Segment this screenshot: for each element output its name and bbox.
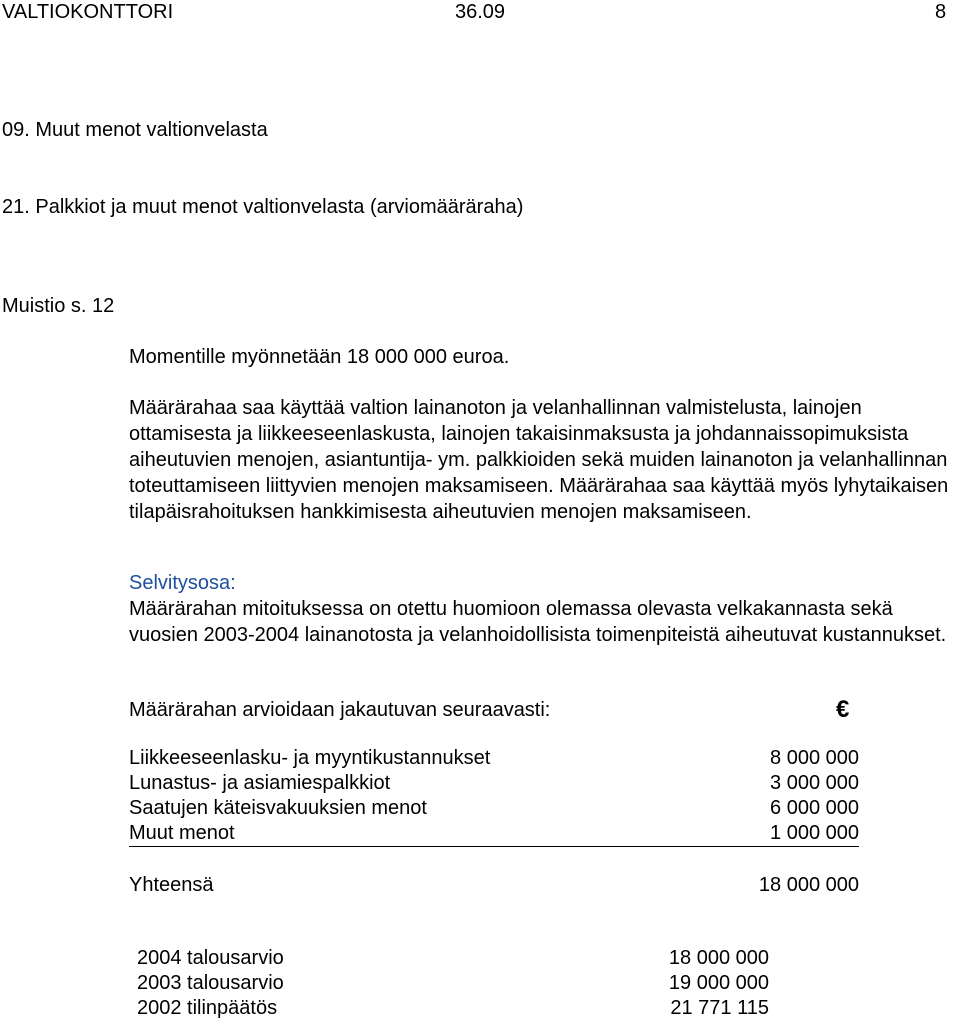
allocation-value: 6 000 000 xyxy=(770,797,859,819)
page-number: 8 xyxy=(935,1,947,23)
allocation-row xyxy=(129,796,859,821)
budget-label: 2004 talousarvio xyxy=(137,947,284,969)
budget-row xyxy=(137,946,769,971)
appropriation-sentence: Momentille myönnetään 18 000 000 euroa. xyxy=(129,346,510,368)
budget-value: 19 000 000 xyxy=(668,972,769,994)
budget-value: 18 000 000 xyxy=(668,947,769,969)
budget-row xyxy=(137,971,769,996)
allocation-row xyxy=(129,821,859,847)
allocation-value: 1 000 000 xyxy=(770,822,859,844)
allocation-intro: Määrärahan arvioidaan jakautuvan seuraavasti: xyxy=(129,699,551,721)
budget-row xyxy=(137,996,769,1021)
allocation-total-row xyxy=(129,873,859,898)
allocation-value: 8 000 000 xyxy=(770,747,859,769)
allocation-label: Muut menot xyxy=(129,822,235,844)
memo-reference: Muistio s. 12 xyxy=(2,295,115,317)
section-heading-09: 09. Muut menot valtionvelasta xyxy=(2,119,268,141)
allocation-table xyxy=(129,746,859,847)
usage-paragraph: Määrärahaa saa käyttää valtion lainanoton ja velanhallinnan valmistelusta, lainojen ottamisesta ja liikkeeseenlaskusta, lainojen takaisinmaksusta ja johdannaissopimuksista aiheutuvien menojen, asiantuntija- ym. palkkioiden sekä muiden lainanoton ja velanhallinnan toteuttamiseen liittyvien menojen maksamiseen. Määrärahaa saa käyttää myös lyhytaikaisen tilapäisrahoituksen hankkimisesta aiheutuvien menojen maksamiseen. xyxy=(129,397,949,523)
allocation-label: Lunastus- ja asiamiespalkkiot xyxy=(129,772,391,794)
budget-label: 2003 talousarvio xyxy=(137,972,284,994)
total-value: 18 000 000 xyxy=(758,874,859,896)
total-label: Yhteensä xyxy=(129,874,214,896)
budget-value: 21 771 115 xyxy=(670,997,769,1019)
header-org: VALTIOKONTTORI xyxy=(2,1,174,23)
budget-history-table xyxy=(137,946,769,1021)
section-heading-21: 21. Palkkiot ja muut menot valtionvelasta (arviomääräraha) xyxy=(2,196,524,218)
budget-label: 2002 tilinpäätös xyxy=(137,997,278,1019)
allocation-row xyxy=(129,771,859,796)
allocation-label: Liikkeeseenlasku- ja myyntikustannukset xyxy=(129,747,491,769)
header-code: 36.09 xyxy=(455,1,506,23)
allocation-value: 3 000 000 xyxy=(770,772,859,794)
allocation-row xyxy=(129,746,859,771)
explanation-heading: Selvitysosa: xyxy=(129,572,236,594)
allocation-label: Saatujen käteisvakuuksien menot xyxy=(129,797,427,819)
euro-symbol: € xyxy=(836,696,850,723)
explanation-paragraph: Määrärahan mitoituksessa on otettu huomioon olemassa olevasta velkakannasta sekä vuosien 2003-2004 lainanotosta ja velanhoidollisista toimenpiteistä aiheutuvat kustannukset. xyxy=(129,598,947,646)
